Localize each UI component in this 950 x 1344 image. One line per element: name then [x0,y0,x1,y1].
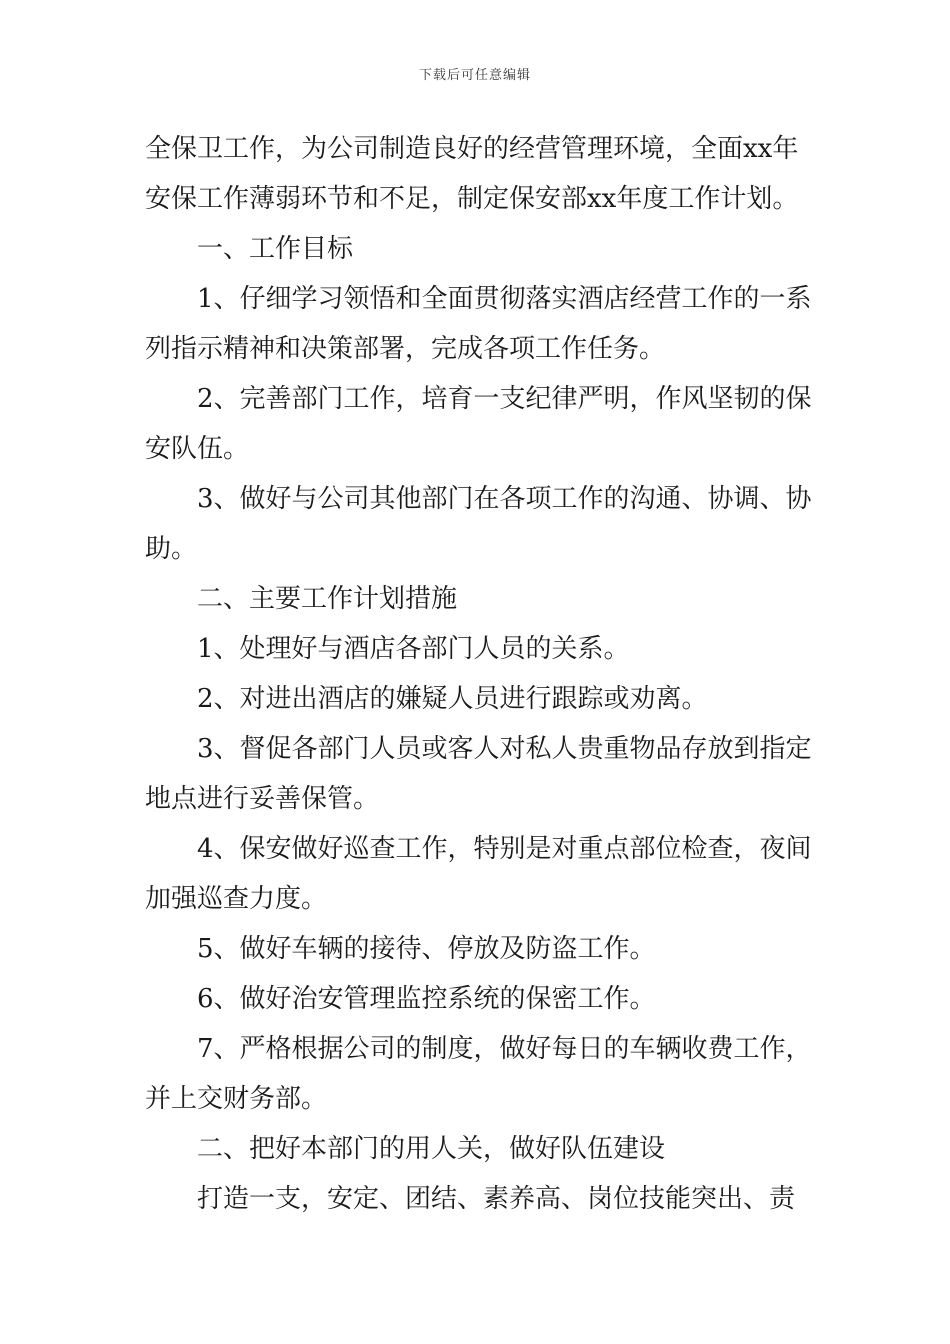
text-line: 安保工作薄弱环节和不足，制定保安部xx年度工作计划。 [145,184,799,214]
text-line: 3、督促各部门人员或客人对私人贵重物品存放到指定 [197,734,812,764]
page-header: 下载后可任意编辑 [418,68,531,83]
section-heading: 二、把好本部门的用人关，做好队伍建设 [197,1134,666,1164]
section-heading: 一、工作目标 [197,234,354,264]
text-line: 4、保安做好巡查工作，特别是对重点部位检查，夜间 [197,834,812,864]
text-line: 7、严格根据公司的制度，做好每日的车辆收费工作， [197,1034,812,1064]
text-line: 2、对进出酒店的嫌疑人员进行跟踪或劝离。 [197,684,708,714]
text-line: 3、做好与公司其他部门在各项工作的沟通、协调、协 [197,484,812,514]
section-heading: 二、主要工作计划措施 [197,584,458,614]
text-line: 5、做好车辆的接待、停放及防盗工作。 [197,934,656,964]
text-line: 安队伍。 [145,434,250,464]
text-line: 1、处理好与酒店各部门人员的关系。 [197,634,630,664]
text-line: 助。 [145,534,198,564]
text-line: 全保卫工作，为公司制造良好的经营管理环境，全面xx年 [145,134,799,164]
document-body [145,124,810,1224]
text-line: 加强巡查力度。 [145,884,328,914]
text-line: 6、做好治安管理监控系统的保密工作。 [197,984,656,1014]
text-line: 列指示精神和决策部署，完成各项工作任务。 [145,334,666,364]
text-line: 并上交财务部。 [145,1084,328,1114]
text-line: 打造一支，安定、团结、素养高、岗位技能突出、责 [197,1184,796,1214]
text-line: 1、仔细学习领悟和全面贯彻落实酒店经营工作的一系 [197,284,812,314]
text-line: 2、完善部门工作，培育一支纪律严明，作风坚韧的保 [197,384,812,414]
text-line: 地点进行妥善保管。 [145,784,380,814]
